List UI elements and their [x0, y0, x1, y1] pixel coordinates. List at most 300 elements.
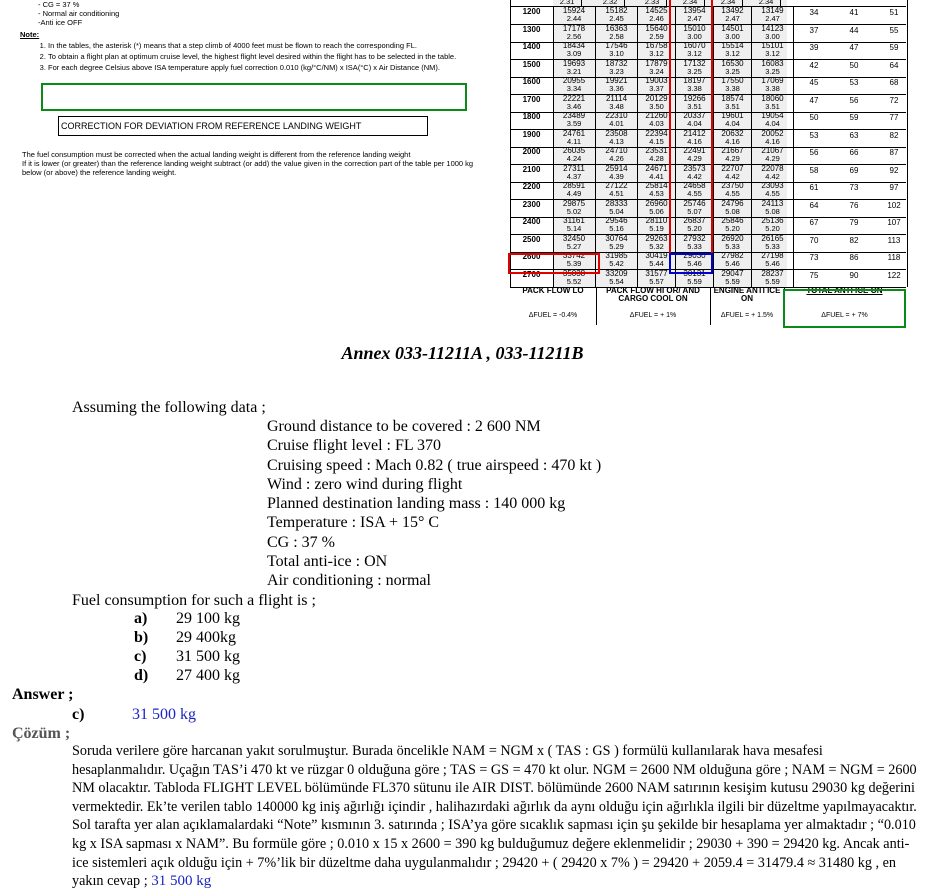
- time-value: 4.11: [566, 136, 582, 146]
- correction-value-cell: 75: [809, 270, 819, 280]
- fuel-value: 29030: [683, 251, 706, 260]
- fuel-value: 13954: [683, 6, 706, 15]
- fuel-time-cell: [714, 216, 752, 234]
- air-distance-cell: 1700: [510, 94, 554, 112]
- correction-value-cell: 107: [887, 218, 901, 227]
- correction-value-cell: 79: [849, 218, 859, 227]
- data-item: Cruise flight level : FL 370: [267, 437, 442, 455]
- time-value: 4.01: [609, 119, 624, 128]
- correction-value-cell: 47: [809, 95, 819, 105]
- fuel-time-cell: [714, 146, 752, 164]
- time-value: 4.42: [765, 171, 780, 181]
- time-value: 3.38: [765, 84, 780, 93]
- time-value: 5.57: [649, 276, 664, 286]
- time-value: 5.32: [649, 241, 664, 251]
- time-value: 3.12: [725, 49, 740, 58]
- time-value: 4.13: [609, 136, 624, 146]
- fuel-value: 21067: [761, 146, 784, 155]
- correction-value-cell: 53: [809, 130, 819, 140]
- fuel-value: 21260: [645, 111, 668, 120]
- fuel-time-cell: [752, 234, 794, 252]
- time-value: 3.09: [566, 49, 582, 58]
- time-value: 2.47: [725, 14, 740, 23]
- option-letter: c): [134, 648, 147, 665]
- fuel-value: 27122: [605, 181, 628, 190]
- time-value: 3.25: [725, 66, 740, 76]
- assume-line: Assuming the following data ;: [72, 399, 266, 416]
- fuel-time-cell: [553, 24, 596, 42]
- correction-value-cell: 87: [889, 148, 899, 157]
- time-value: 3.34: [566, 84, 582, 93]
- total-anti-ice-highlight: [783, 286, 906, 328]
- air-distance-cell: 1200: [510, 6, 554, 24]
- fuel-time-cell: [596, 234, 638, 252]
- fuel-time-cell: [596, 24, 638, 42]
- fuel-value: 20052: [761, 128, 784, 138]
- option-text: 31 500 kg: [176, 648, 240, 665]
- fuel-time-cell: [553, 199, 596, 217]
- fuel-value: 26837: [683, 216, 706, 225]
- fuel-time-cell: [714, 164, 752, 182]
- fuel-value: 24658: [683, 181, 706, 190]
- solution-body: Soruda verilere göre harcanan yakıt sorulmuştur. Burada öncelikle NAM = NGM x ( TAS : GS ) formülü kullanılarak hava mesafesi hesaplanmalıdır. Uçağın TAS’i 470 kt ve rüzgar 0 olduğuna göre ; TAS = GS = 470 kt olur. NGM = 2600 NM olduğuna göre ; NAM = NGM = 2600 NM olacaktır. Tabloda FLIGHT LEVEL bölümünde FL370 sütunu ile AIR DIST. bölümünde 2600 NAM satırının kesişim kutusu 29030 kg değerini vermektedir. Ek’te verilen tablo 140000 kg iniş ağırlığı içindir , halihazırdaki ağırlık da aynı olduğu için ağırlıkla ilgili bir düzeltme yapılmayacaktır. Sol tarafta yer alan açıklamalardaki “Note” kısmının 3. satırında ; ISA’ya göre sıcaklık sapması için şu şekilde bir hesaplama yer almaktadır ; “0.010 kg x ISA sapması x NAM”. Bu formüle göre ; 0.010 x 15 x 2600 = 390 kg bulduğumuz değere eklenmelidir ; 29030 + 390 = 29420 kg. Ancak anti-ice sistemleri açık olduğu için + 7%’lik bir düzeltme daha uygulanmalıdır ; 29420 + ( 29420 x 7% ) = 29420 + 2059.4 = 31479.4 ≈ 31480 kg , en yakın cevap ;: [72, 743, 917, 890]
- time-value: 2.59: [649, 31, 664, 41]
- time-value: 4.03: [649, 119, 664, 128]
- fuel-time-cell: [596, 199, 638, 217]
- fuel-value: 22707: [721, 163, 744, 173]
- correction-value-cell: 45: [809, 78, 819, 87]
- time-value: 5.42: [609, 259, 624, 268]
- fuel-value: 20955: [562, 76, 586, 85]
- correction-value-cell: 90: [849, 270, 859, 280]
- note-item-3: 3. For each degree Celsius above ISA temperature apply fuel correction 0.010 (kg/°C/NM) x ISA(°C) x Air Distance (NM).: [48, 63, 490, 72]
- fuel-time-cell: [553, 59, 596, 77]
- fuel-value: 22491: [683, 146, 706, 155]
- correction-value-cell: 50: [809, 113, 819, 122]
- time-value: 5.39: [566, 259, 582, 268]
- fuel-time-cell: [752, 164, 794, 182]
- time-value: 5.14: [566, 224, 582, 233]
- fuel-value: 18434: [562, 41, 586, 50]
- fuel-value: 22221: [562, 93, 586, 103]
- given-data-list: [267, 417, 601, 591]
- time-value: 5.20: [687, 224, 702, 233]
- time-value: 4.16: [725, 136, 740, 146]
- air-distance-cell: 2400: [510, 216, 554, 234]
- correction-value-cell: 59: [889, 43, 899, 52]
- air-distance-cell: 2100: [510, 164, 554, 182]
- solution-label: Çözüm ;: [12, 725, 71, 742]
- air-distance-cell: 2700: [510, 269, 554, 287]
- answer-text: 31 500 kg: [132, 706, 196, 723]
- partial-cell: 2.34: [714, 0, 743, 7]
- time-value: 5.02: [566, 206, 582, 216]
- correction-value-cell: 69: [849, 165, 859, 175]
- correction-value-cell: 73: [809, 253, 819, 262]
- air-distance-cell: 2500: [510, 234, 554, 252]
- time-value: 3.59: [566, 119, 582, 128]
- fuel-time-cell: [714, 129, 752, 147]
- fuel-value: 21667: [721, 146, 744, 155]
- time-value: 4.51: [609, 189, 624, 198]
- fuel-time-cell: [553, 164, 596, 182]
- fuel-time-cell: [714, 234, 752, 252]
- footer-engine-anti-ice: [710, 287, 785, 325]
- time-value: 4.29: [687, 154, 702, 163]
- fuel-value: 13149: [761, 6, 784, 15]
- fuel-value: 26920: [721, 233, 744, 243]
- fuel-time-cell: [752, 146, 794, 164]
- fuel-value: 24113: [761, 198, 784, 208]
- correction-value-cell: 51: [889, 8, 899, 17]
- time-value: 4.53: [649, 189, 664, 198]
- fuel-time-cell: [752, 129, 794, 147]
- time-value: 5.54: [609, 276, 624, 286]
- fuel-value: 17546: [605, 41, 628, 50]
- time-value: 3.00: [725, 31, 740, 41]
- fuel-time-cell: [596, 76, 638, 94]
- option-letter: a): [134, 610, 148, 627]
- correction-value-cell: 53: [849, 78, 859, 87]
- correction-value-cell: 37: [809, 25, 819, 35]
- time-value: 5.08: [725, 206, 740, 216]
- fuel-value: 23531: [645, 146, 668, 155]
- fuel-value: 22078: [761, 163, 784, 173]
- time-value: 4.28: [649, 154, 664, 163]
- fuel-time-cell: [752, 181, 794, 199]
- fuel-value: 33742: [562, 251, 586, 260]
- fuel-value: 31577: [645, 268, 668, 278]
- correction-value-cell: 56: [849, 95, 859, 105]
- time-value: 4.29: [725, 154, 740, 163]
- air-distance-cell: 1800: [510, 111, 554, 129]
- fuel-value: 15010: [683, 23, 706, 33]
- fuel-time-cell: [553, 181, 596, 199]
- fuel-time-cell: [553, 111, 596, 129]
- option-b[interactable]: [134, 629, 236, 647]
- data-item: Air conditioning : normal: [267, 572, 431, 590]
- fuel-value: 14123: [761, 23, 784, 33]
- footer-label: PACK FLOW HI OR/ AND CARGO COOL ON: [606, 286, 700, 303]
- fuel-value: 15182: [605, 6, 628, 15]
- fuel-value: 23508: [605, 128, 628, 138]
- correction-value-cell: 82: [849, 235, 859, 245]
- fuel-value: 30419: [645, 251, 668, 260]
- option-a[interactable]: [134, 610, 240, 628]
- time-value: 4.15: [649, 136, 664, 146]
- fuel-time-cell: [752, 111, 794, 129]
- fuel-value: 26035: [562, 146, 586, 155]
- fuel-time-cell: [714, 199, 752, 217]
- fuel-value: 16070: [683, 41, 706, 50]
- correction-value-cell: 82: [889, 130, 899, 140]
- footer-delta: ΔFUEL = -0.4%: [528, 312, 578, 319]
- correction-value-cell: 70: [809, 235, 819, 245]
- fuel-time-cell: [752, 269, 794, 287]
- time-value: 4.55: [725, 189, 740, 198]
- fuel-value: 25814: [645, 181, 668, 190]
- time-value: 3.51: [765, 101, 780, 111]
- fuel-time-cell: [596, 59, 638, 77]
- fuel-value: 24710: [605, 146, 628, 155]
- time-value: 5.16: [609, 224, 624, 233]
- air-distance-cell: 2600: [510, 251, 554, 269]
- time-value: 4.55: [765, 189, 780, 198]
- fuel-value: 23489: [562, 111, 586, 120]
- fuel-value: 16083: [761, 58, 784, 68]
- fuel-value: 20632: [721, 128, 744, 138]
- footer-delta: ΔFUEL = + 7%: [821, 312, 868, 319]
- data-item: Cruising speed : Mach 0.82 ( true airspeed : 470 kt ): [267, 456, 602, 474]
- fuel-value: 28591: [562, 181, 586, 190]
- fuel-value: 27932: [683, 233, 706, 243]
- fuel-time-cell: [714, 269, 752, 287]
- correction-value-cell: 102: [887, 200, 901, 210]
- fuel-value: 28333: [605, 198, 628, 208]
- time-value: 5.33: [687, 241, 702, 251]
- fuel-value: 27982: [721, 251, 744, 260]
- time-value: 5.08: [765, 206, 780, 216]
- time-value: 5.29: [609, 241, 624, 251]
- fuel-value: 23750: [721, 181, 744, 190]
- fuel-time-cell: [596, 164, 638, 182]
- fuel-value: 20337: [683, 111, 706, 120]
- partial-cell: 2.34: [676, 0, 705, 7]
- time-value: 4.24: [566, 154, 582, 163]
- time-value: 3.23: [609, 66, 624, 76]
- time-value: 3.50: [649, 101, 664, 111]
- fuel-value: 26960: [645, 198, 668, 208]
- fuel-value: 23573: [683, 163, 706, 173]
- option-c[interactable]: [134, 648, 240, 666]
- fuel-time-cell: [714, 76, 752, 94]
- fuel-value: 25746: [683, 198, 706, 208]
- correction-para-1: The fuel consumption must be corrected when the actual landing weight is different from the reference landing weight: [22, 150, 411, 159]
- fuel-time-cell: [553, 234, 596, 252]
- fuel-time-cell: [714, 251, 752, 269]
- correction-value-cell: 113: [887, 235, 901, 245]
- data-item: Planned destination landing mass : 140 000 kg: [267, 495, 566, 513]
- fuel-value: 15514: [721, 41, 744, 50]
- footer-pack-flow-lo: [510, 287, 597, 325]
- fuel-value: 17879: [645, 58, 668, 68]
- fuel-time-cell: [596, 111, 638, 129]
- time-value: 3.12: [687, 49, 702, 58]
- answer-option: [72, 706, 196, 724]
- correction-value-cell: 44: [849, 25, 859, 35]
- fuel-time-cell: [553, 146, 596, 164]
- data-item: Temperature : ISA + 15° C: [267, 514, 440, 532]
- fuel-value: 15640: [645, 23, 668, 33]
- option-letter: b): [134, 629, 149, 646]
- time-value: 4.26: [609, 154, 624, 163]
- time-value: 2.44: [566, 14, 582, 23]
- air-distance-cell: 2000: [510, 146, 554, 164]
- fuel-value: 19693: [562, 58, 586, 68]
- fuel-time-cell: [596, 216, 638, 234]
- fuel-time-cell: [714, 24, 752, 42]
- time-value: 3.38: [725, 84, 740, 93]
- air-distance-cell: 2200: [510, 181, 554, 199]
- fuel-value: 18574: [721, 93, 744, 103]
- time-value: 4.41: [649, 171, 664, 181]
- time-value: 5.46: [765, 259, 780, 268]
- correction-value-cell: 86: [849, 253, 859, 262]
- column-fl370-highlight: [669, 0, 713, 271]
- fuel-time-cell: [714, 181, 752, 199]
- fuel-value: 20129: [645, 93, 668, 103]
- fuel-time-cell: [752, 6, 794, 24]
- correction-value-cell: 122: [887, 270, 901, 280]
- time-value: 3.12: [649, 49, 664, 58]
- time-value: 2.56: [566, 31, 582, 41]
- time-value: 5.07: [687, 206, 702, 216]
- fuel-value: 27311: [563, 163, 585, 173]
- time-value: 4.42: [687, 171, 702, 181]
- fuel-time-cell: [553, 76, 596, 94]
- fuel-time-cell: [752, 251, 794, 269]
- fuel-time-cell: [553, 6, 596, 24]
- correction-value-cell: 64: [889, 60, 899, 70]
- fuel-time-cell: [752, 76, 794, 94]
- fuel-value: 13492: [721, 6, 744, 15]
- time-value: 3.51: [725, 101, 740, 111]
- time-value: 3.10: [609, 49, 624, 58]
- fuel-time-cell: [553, 216, 596, 234]
- correction-value-cell: 73: [849, 183, 859, 192]
- fuel-value: 15924: [562, 6, 586, 15]
- note-heading: Note:: [20, 30, 40, 39]
- fuel-time-cell: [714, 94, 752, 112]
- time-value: 5.33: [765, 241, 780, 251]
- time-value: 2.58: [609, 31, 624, 41]
- correction-value-cell: 64: [809, 200, 819, 210]
- data-item: Total anti-ice : ON: [267, 553, 388, 571]
- air-distance-cell: 2300: [510, 199, 554, 217]
- time-value: 4.04: [687, 119, 702, 128]
- air-distance-cell: 1600: [510, 76, 554, 94]
- time-value: 3.38: [687, 84, 702, 93]
- time-value: 4.42: [725, 171, 740, 181]
- option-text: 27 400 kg: [176, 667, 240, 684]
- time-value: 3.25: [687, 66, 702, 76]
- note-anti-ice: -Anti ice OFF: [38, 18, 83, 27]
- fuel-value: 17178: [562, 23, 586, 33]
- correction-value-cell: 118: [887, 253, 901, 262]
- fuel-value: 18060: [761, 93, 784, 103]
- time-value: 4.55: [687, 189, 702, 198]
- partial-cell: 2.34: [752, 0, 781, 7]
- fuel-value: 16758: [645, 41, 668, 50]
- fuel-value: 14525: [645, 6, 668, 15]
- air-distance-cell: 1500: [510, 59, 554, 77]
- fuel-time-cell: [596, 181, 638, 199]
- time-value: 4.04: [765, 119, 780, 128]
- time-value: 4.16: [765, 136, 780, 146]
- correction-value-cell: 34: [809, 8, 819, 17]
- fuel-time-cell: [752, 216, 794, 234]
- correction-value-cell: 61: [809, 183, 819, 192]
- time-value: 5.59: [765, 276, 780, 286]
- fuel-value: 30764: [605, 233, 628, 243]
- time-value: 5.19: [649, 224, 664, 233]
- fuel-value: 18197: [683, 76, 706, 85]
- fuel-value: 28110: [645, 216, 668, 225]
- fuel-value: 30131: [683, 268, 706, 278]
- fuel-time-cell: [596, 94, 638, 112]
- fuel-value: 19054: [761, 111, 784, 120]
- fuel-time-cell: [752, 59, 794, 77]
- time-value: 5.52: [566, 276, 582, 286]
- time-value: 4.49: [566, 189, 582, 198]
- fuel-value: 21114: [605, 93, 628, 103]
- fuel-value: 17069: [761, 76, 784, 85]
- fuel-value: 24671: [645, 163, 668, 173]
- fuel-value: 29047: [721, 268, 744, 278]
- fuel-time-cell: [752, 94, 794, 112]
- answer-label: Answer ;: [12, 686, 74, 703]
- time-value: 5.20: [725, 224, 740, 233]
- footer-label: TOTAL ANTI ICE ON: [806, 286, 883, 295]
- option-text: 29 400kg: [176, 629, 236, 646]
- partial-cell: 2.31: [553, 0, 582, 7]
- option-letter: d): [134, 667, 149, 684]
- data-item: Wind : zero wind during flight: [267, 475, 463, 493]
- fuel-time-cell: [596, 251, 638, 269]
- time-value: 4.04: [725, 119, 740, 128]
- correction-value-cell: 39: [809, 43, 819, 52]
- intersection-highlight: [669, 253, 713, 274]
- note-item-1: 1. In the tables, the asterisk (*) means that a step climb of 4000 feet must be flown to reach the corresponding FL.: [48, 41, 490, 50]
- footer-pack-flow-hi: [596, 287, 711, 325]
- note-3-highlight-box: [41, 83, 467, 111]
- time-value: 2.46: [649, 14, 664, 23]
- time-value: 3.46: [566, 101, 582, 111]
- time-value: 2.45: [609, 14, 624, 23]
- time-value: 3.12: [765, 49, 780, 58]
- time-value: 5.27: [566, 241, 582, 251]
- fuel-value: 18732: [605, 58, 628, 68]
- fuel-time-cell: [714, 59, 752, 77]
- time-value: 2.47: [687, 14, 702, 23]
- fuel-value: 29263: [645, 233, 668, 243]
- correction-value-cell: 41: [849, 8, 859, 17]
- partial-cell: 2.33: [638, 0, 667, 7]
- fuel-time-cell: [714, 6, 752, 24]
- fuel-value: 28237: [761, 268, 784, 278]
- fuel-value: 19921: [605, 76, 628, 85]
- fuel-value: 32450: [562, 233, 586, 243]
- fuel-value: 16530: [721, 58, 744, 68]
- fuel-value: 27198: [761, 251, 784, 260]
- fuel-time-cell: [752, 41, 794, 59]
- correction-value-cell: 63: [849, 130, 859, 140]
- correction-value-cell: 68: [889, 78, 899, 87]
- answer-letter: c): [72, 706, 85, 723]
- air-distance-cell: 1900: [510, 129, 554, 147]
- air-distance-cell: 1300: [510, 24, 554, 42]
- time-value: 3.48: [609, 101, 624, 111]
- option-d[interactable]: [134, 667, 240, 685]
- time-value: 3.51: [687, 101, 702, 111]
- footer-label: PACK FLOW LO: [522, 286, 584, 295]
- correction-value-cell: 77: [889, 113, 899, 122]
- correction-para-2: If it is lower (or greater) than the reference landing weight subtract (or add) the value given in the correction part of the table per 1000 kg below (or above) the reference landing weight.: [22, 159, 474, 177]
- fuel-time-cell: [596, 269, 638, 287]
- fuel-value: 25136: [761, 216, 784, 225]
- fuel-value: 23093: [761, 181, 784, 190]
- fuel-time-cell: [553, 94, 596, 112]
